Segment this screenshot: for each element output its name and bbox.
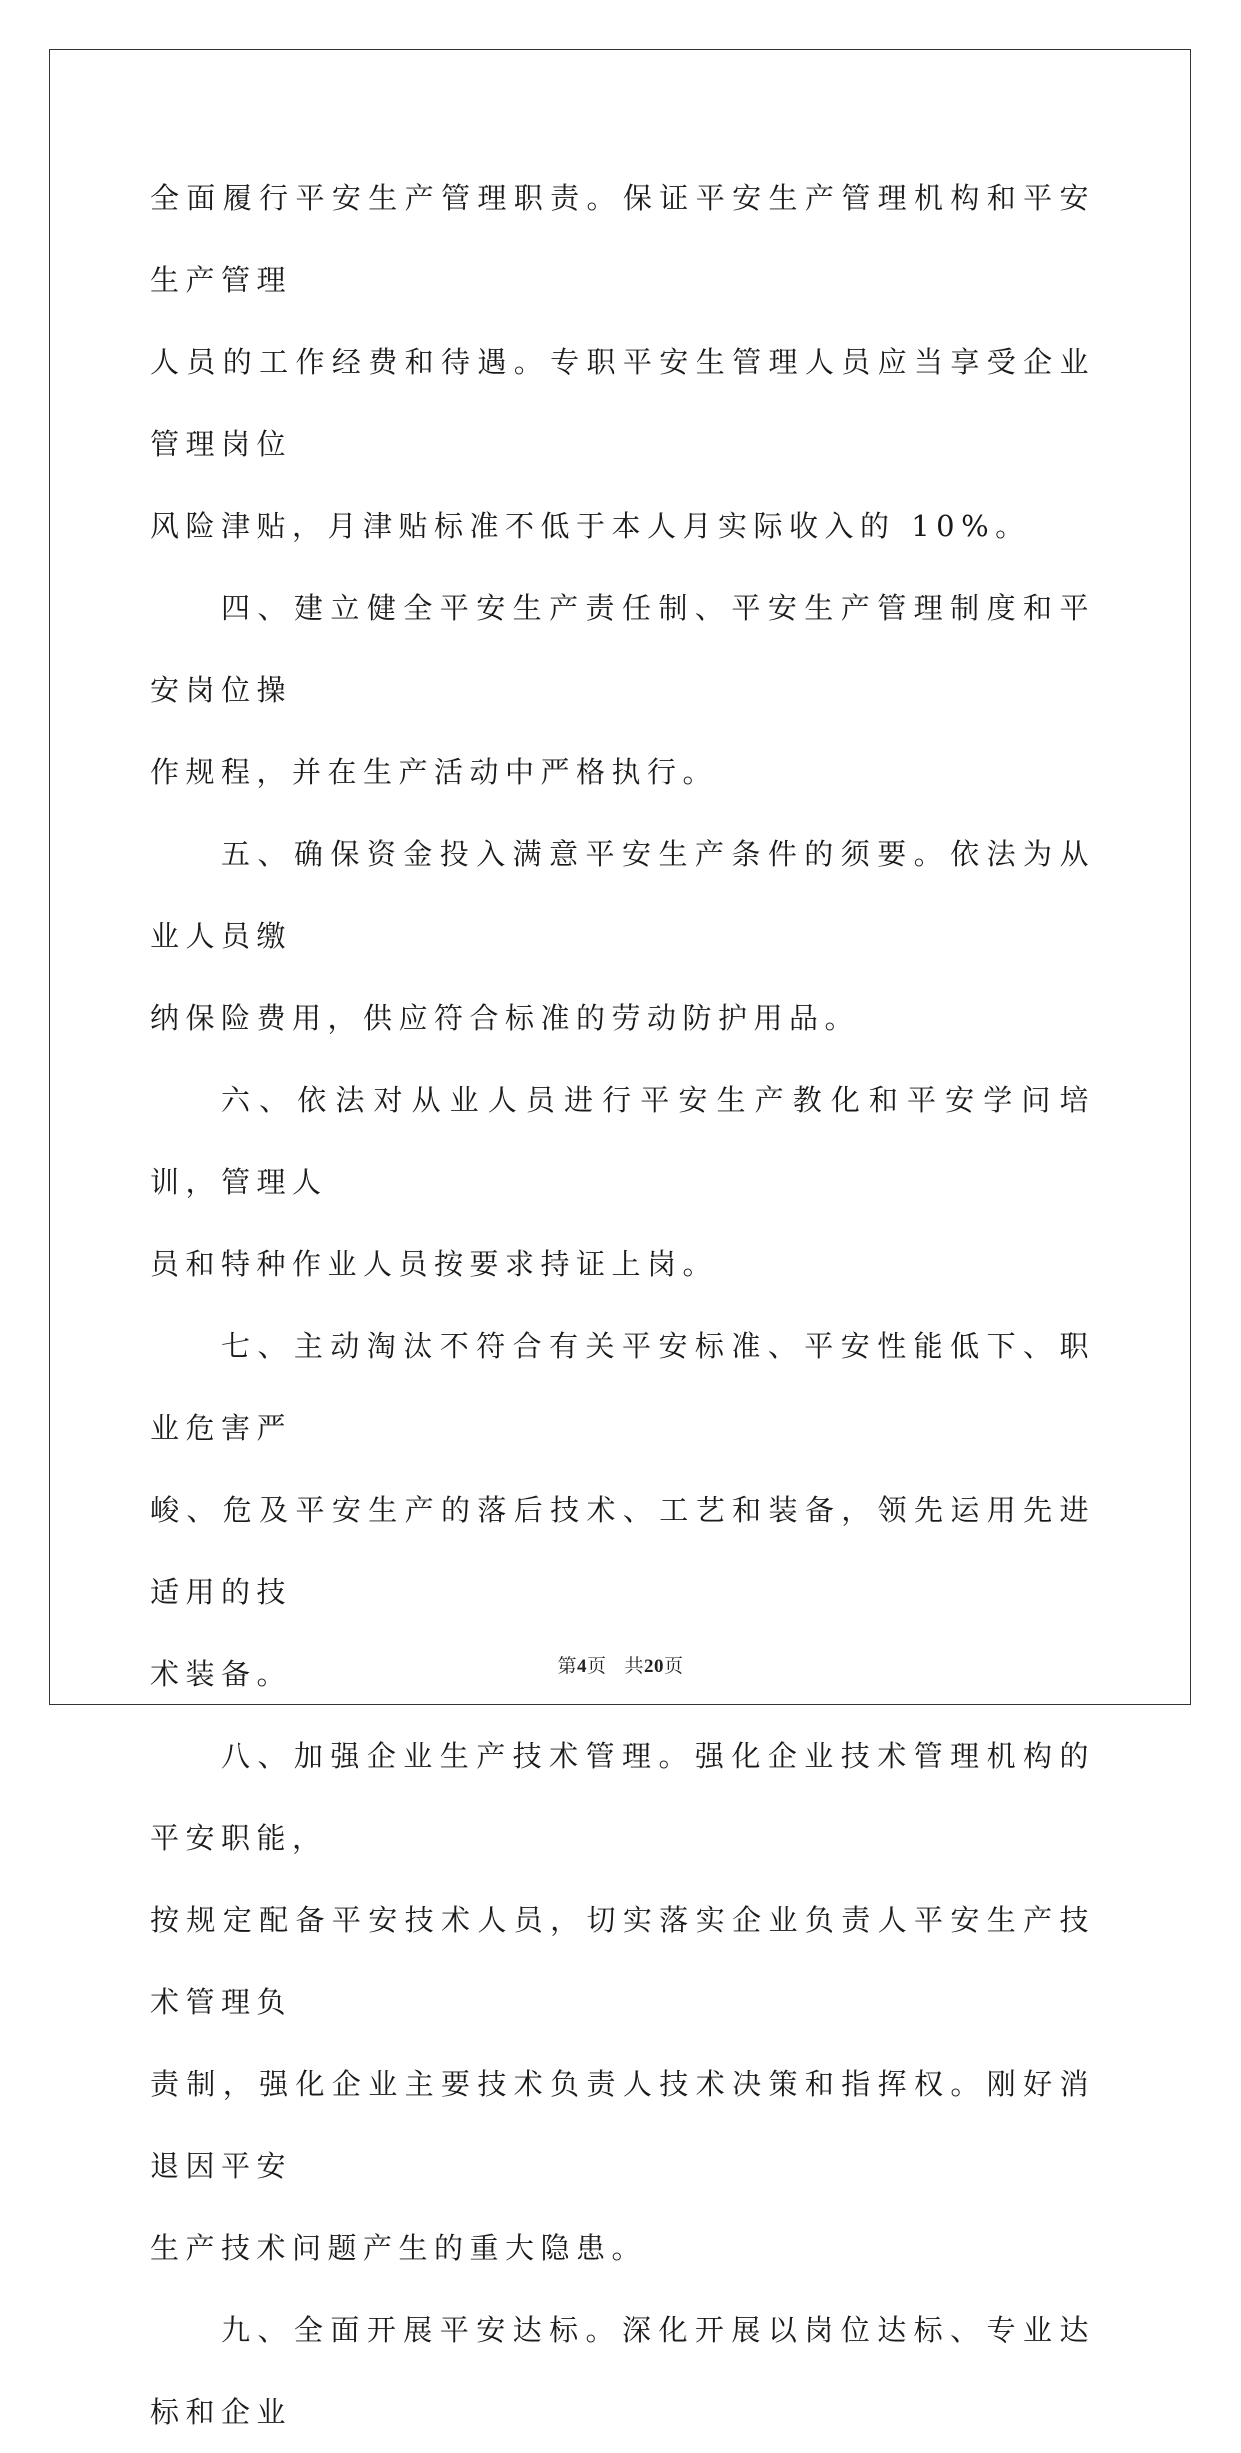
text-line: 六、依法对从业人员进行平安生产教化和平安学问培训，管理人 [150,1083,1095,1199]
text-line: 术装备。 [150,1657,293,1691]
text-line: 按规定配备平安技术人员，切实落实企业负责人平安生产技术管理负 [150,1903,1095,2019]
text-line: 纳保险费用，供应符合标准的劳动防护用品。 [150,1001,861,1035]
text-line: 四、建立健全平安生产责任制、平安生产管理制度和平安岗位操 [150,591,1095,707]
footer-total-prefix: 共 [624,1656,645,1677]
paragraph [150,1059,1095,1305]
text-line: 责制，强化企业主要技术负责人技术决策和指挥权。刚好消退因平安 [150,2067,1095,2183]
text-line: 人员的工作经费和待遇。专职平安生管理人员应当享受企业管理岗位 [150,345,1095,461]
text-line: 五、确保资金投入满意平安生产条件的须要。依法为从业人员缴 [150,837,1095,953]
footer-total-suffix: 页 [664,1656,684,1677]
footer-page-suffix: 页 [586,1656,607,1677]
text-line: 七、主动淘汰不符合有关平安标准、平安性能低下、职业危害严 [150,1329,1095,1445]
text-line: 生产技术问题产生的重大隐患。 [150,2231,648,2265]
text-line: 峻、危及平安生产的落后技术、工艺和装备，领先运用先进适用的技 [150,1493,1095,1609]
current-page-number: 4 [576,1656,587,1677]
paragraph [150,2289,1095,2453]
paragraph [150,1715,1095,2289]
total-page-count: 20 [644,1656,665,1677]
paragraph [150,157,1095,567]
document-body [150,157,1095,2453]
text-line: 八、加强企业生产技术管理。强化企业技术管理机构的平安职能， [150,1739,1095,1855]
footer-prefix: 第 [557,1656,577,1677]
paragraph [150,813,1095,1059]
page-footer [0,1651,1241,1678]
text-line: 员和特种作业人员按要求持证上岗。 [150,1247,719,1281]
text-line: 风险津贴，月津贴标准不低于本人月实际收入的 10%。 [150,509,1031,543]
text-line: 作规程，并在生产活动中严格执行。 [150,755,719,789]
text-line: 九、全面开展平安达标。深化开展以岗位达标、专业达标和企业 [150,2313,1095,2429]
text-line: 全面履行平安生产管理职责。保证平安生产管理机构和平安生产管理 [150,181,1095,297]
paragraph [150,567,1095,813]
